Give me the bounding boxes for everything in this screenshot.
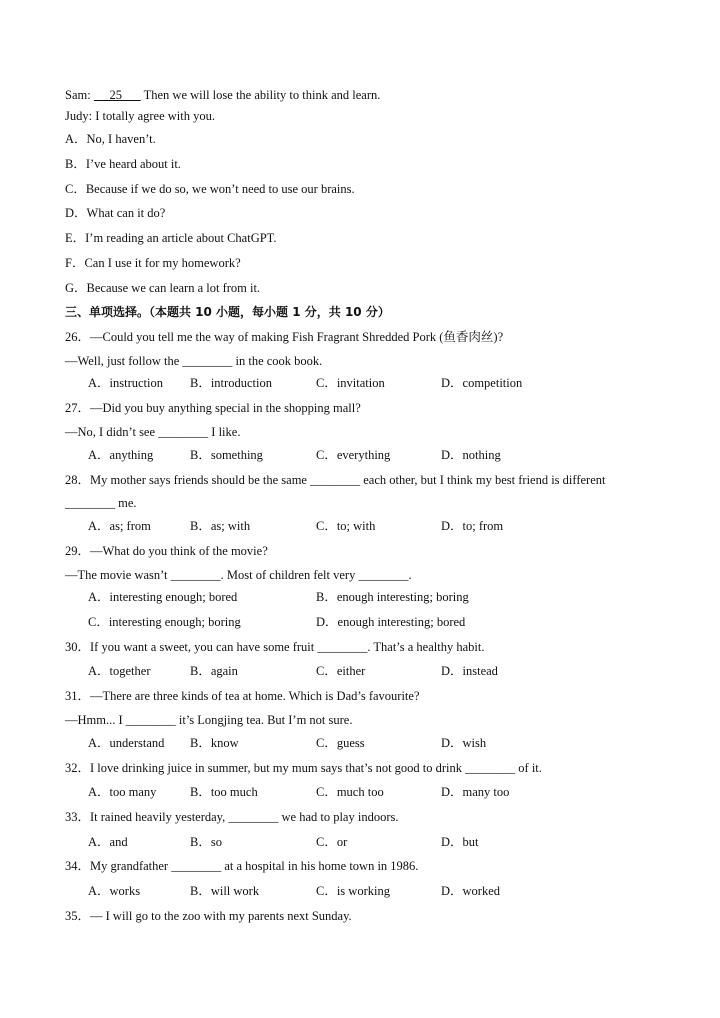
sentence-option: B．I’ve heard about it. bbox=[65, 157, 181, 171]
sentence-option: D．What can it do? bbox=[65, 206, 166, 220]
answer-option: C．much too bbox=[316, 785, 384, 799]
answer-option: B．again bbox=[190, 664, 238, 678]
answer-option: A．works bbox=[88, 884, 141, 898]
answer-blank-25: 25 bbox=[93, 88, 141, 102]
question-stem-continued: —Hmm... I ________ it’s Longjing tea. But I’m not sure. bbox=[65, 713, 353, 727]
question-stem: 34．My grandfather ________ at a hospital in his home town in 1986. bbox=[65, 859, 419, 873]
answer-option: B．as; with bbox=[190, 519, 251, 533]
answer-option: A．and bbox=[88, 835, 128, 849]
answer-option: B．so bbox=[190, 835, 222, 849]
answer-option: B．something bbox=[190, 448, 263, 462]
question-stem: 32．I love drinking juice in summer, but my mum says that’s not good to drink ________ of it. bbox=[65, 761, 542, 775]
answer-option: C．is working bbox=[316, 884, 390, 898]
sentence-option: E．I’m reading an article about ChatGPT. bbox=[65, 231, 277, 245]
answer-option: C．invitation bbox=[316, 376, 385, 390]
answer-option: B．introduction bbox=[190, 376, 272, 390]
answer-option: A．anything bbox=[88, 448, 154, 462]
answer-option: B．enough interesting; boring bbox=[316, 590, 469, 604]
question-stem: 29．—What do you think of the movie? bbox=[65, 544, 268, 558]
sentence-option: F．Can I use it for my homework? bbox=[65, 256, 241, 270]
dialogue-judy-line: Judy: I totally agree with you. bbox=[65, 109, 215, 123]
answer-option: C．either bbox=[316, 664, 366, 678]
answer-option: B．will work bbox=[190, 884, 260, 898]
answer-option: A．interesting enough; bored bbox=[88, 590, 238, 604]
question-stem-continued: —No, I didn’t see ________ I like. bbox=[65, 425, 241, 439]
answer-option: D．nothing bbox=[441, 448, 501, 462]
answer-option: A．as; from bbox=[88, 519, 151, 533]
question-stem: 26．—Could you tell me the way of making Fish Fragrant Shredded Pork (鱼香肉丝)? bbox=[65, 330, 504, 344]
question-stem: 30．If you want a sweet, you can have some fruit ________. That’s a healthy habit. bbox=[65, 640, 485, 654]
question-stem: 35．— I will go to the zoo with my parents next Sunday. bbox=[65, 909, 352, 923]
sentence-option: G．Because we can learn a lot from it. bbox=[65, 281, 261, 295]
answer-option: A．understand bbox=[88, 736, 165, 750]
question-stem: 33．It rained heavily yesterday, ________ we had to play indoors. bbox=[65, 810, 399, 824]
answer-option: D．wish bbox=[441, 736, 487, 750]
answer-option: C．to; with bbox=[316, 519, 376, 533]
question-stem: 28．My mother says friends should be the same ________ each other, but I think my best friend is different bbox=[65, 473, 606, 487]
question-stem: 27．—Did you buy anything special in the shopping mall? bbox=[65, 401, 361, 415]
answer-option: D．many too bbox=[441, 785, 510, 799]
answer-option: D．but bbox=[441, 835, 479, 849]
question-stem-continued: ________ me. bbox=[65, 496, 137, 510]
dialogue-sam-line bbox=[65, 87, 380, 103]
answer-option: C．interesting enough; boring bbox=[88, 615, 241, 629]
answer-option: D．worked bbox=[441, 884, 501, 898]
sam-text: Then we will lose the ability to think and learn. bbox=[140, 88, 381, 102]
question-stem-continued: —The movie wasn’t ________. Most of children felt very ________. bbox=[65, 568, 412, 582]
sentence-option: A．No, I haven’t. bbox=[65, 132, 156, 146]
section-title: 三、单项选择。（本题共 10 小题，每小题 1 分，共 10 分） bbox=[65, 305, 390, 319]
answer-option: D．enough interesting; bored bbox=[316, 615, 466, 629]
answer-option: A．instruction bbox=[88, 376, 163, 390]
sentence-option: C．Because if we do so, we won’t need to use our brains. bbox=[65, 182, 355, 196]
sam-prefix: Sam: bbox=[65, 88, 94, 102]
question-stem: 31．—There are three kinds of tea at home. Which is Dad’s favourite? bbox=[65, 689, 420, 703]
answer-option: C．everything bbox=[316, 448, 391, 462]
answer-option: C．guess bbox=[316, 736, 365, 750]
answer-option: D．instead bbox=[441, 664, 498, 678]
answer-option: B．too much bbox=[190, 785, 258, 799]
question-stem-continued: —Well, just follow the ________ in the cook book. bbox=[65, 354, 323, 368]
answer-option: C．or bbox=[316, 835, 348, 849]
answer-option: A．together bbox=[88, 664, 151, 678]
answer-option: A．too many bbox=[88, 785, 157, 799]
answer-option: D．competition bbox=[441, 376, 523, 390]
answer-option: B．know bbox=[190, 736, 239, 750]
answer-option: D．to; from bbox=[441, 519, 504, 533]
